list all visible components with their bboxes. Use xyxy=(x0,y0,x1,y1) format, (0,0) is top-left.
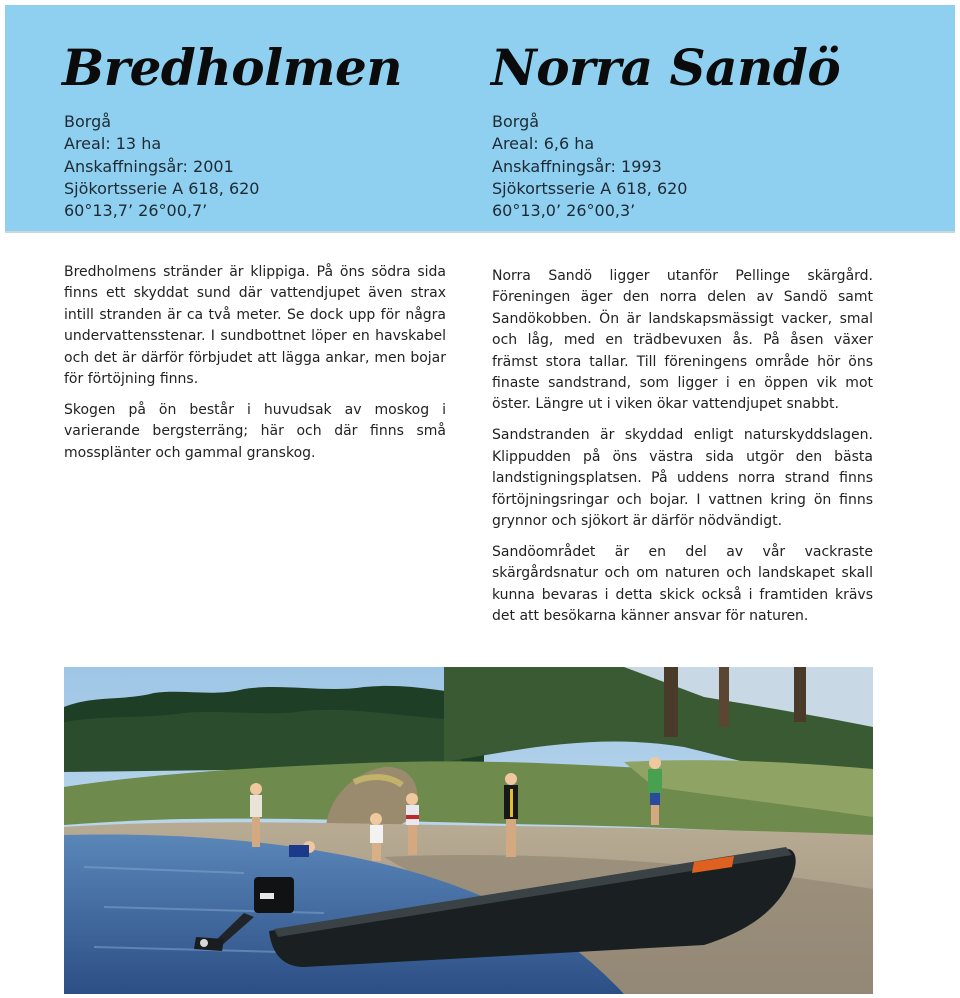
fact-coordinates: 60°13,0’ 26°00,3’ xyxy=(492,201,636,221)
fact-municipality: Borgå xyxy=(492,112,540,131)
beach-photo xyxy=(64,667,873,994)
fact-municipality: Borgå xyxy=(64,112,112,131)
fact-area: Areal: 13 ha xyxy=(64,134,162,154)
fact-area: Areal: 6,6 ha xyxy=(492,134,595,154)
fact-coordinates: 60°13,7’ 26°00,7’ xyxy=(64,201,208,221)
description-norra-sando xyxy=(492,266,873,637)
page-title-bredholmen: Bredholmen xyxy=(62,38,403,97)
paragraph: Sandstranden är skyddad enligt naturskyddslagen. Klippudden på öns västra sida utgör den bästa landstigningsplatsen. På uddens norra strand finns förtöjningsringar och bojar. I vattnen kring ön finns grynnor och sjökort är därför nödvändigt. xyxy=(492,427,873,530)
fact-acquisition-year: Anskaffningsår: 2001 xyxy=(64,156,234,176)
description-bredholmen xyxy=(64,262,446,474)
fact-acquisition-year: Anskaffningsår: 1993 xyxy=(492,156,662,176)
island-facts-norra-sando xyxy=(492,111,687,222)
fact-chart-series: Sjökortsserie A 618, 620 xyxy=(492,178,688,198)
paragraph: Skogen på ön består i huvudsak av moskog i varierande bergsterräng; här och där finns små mossplänter och gammal granskog. xyxy=(64,402,446,461)
page-title-norra-sando: Norra Sandö xyxy=(491,38,841,97)
fact-chart-series: Sjökortsserie A 618, 620 xyxy=(64,178,260,198)
paragraph: Norra Sandö ligger utanför Pellinge skärgård. Föreningen äger den norra delen av Sandö samt Sandökobben. Ön är landskapsmässigt vacker, smal och låg, med en trädbevuxen ås. På åsen växer främst stora tallar. Till föreningens område hör öns finaste sandstrand, som ligger i en öppen vik mot öster. Längre ut i viken ökar vattendjupet snabbt. xyxy=(492,268,873,413)
island-facts-bredholmen xyxy=(64,111,259,222)
paragraph: Sandöområdet är en del av vår vackraste skärgårdsnatur och om naturen och landskapet skall kunna bevaras i detta skick också i framtiden krävs det att besökarna känner ansvar för naturen. xyxy=(492,544,873,625)
paragraph: Bredholmens stränder är klippiga. På öns södra sida finns ett skyddat sund där vattendjupet även strax intill stranden är ca två meter. Se dock upp för några undervattensstenar. I sundbottnet löper en havskabel och det är därför förbjudet att lägga ankar, men bojar för förtöjning finns. xyxy=(64,264,446,388)
